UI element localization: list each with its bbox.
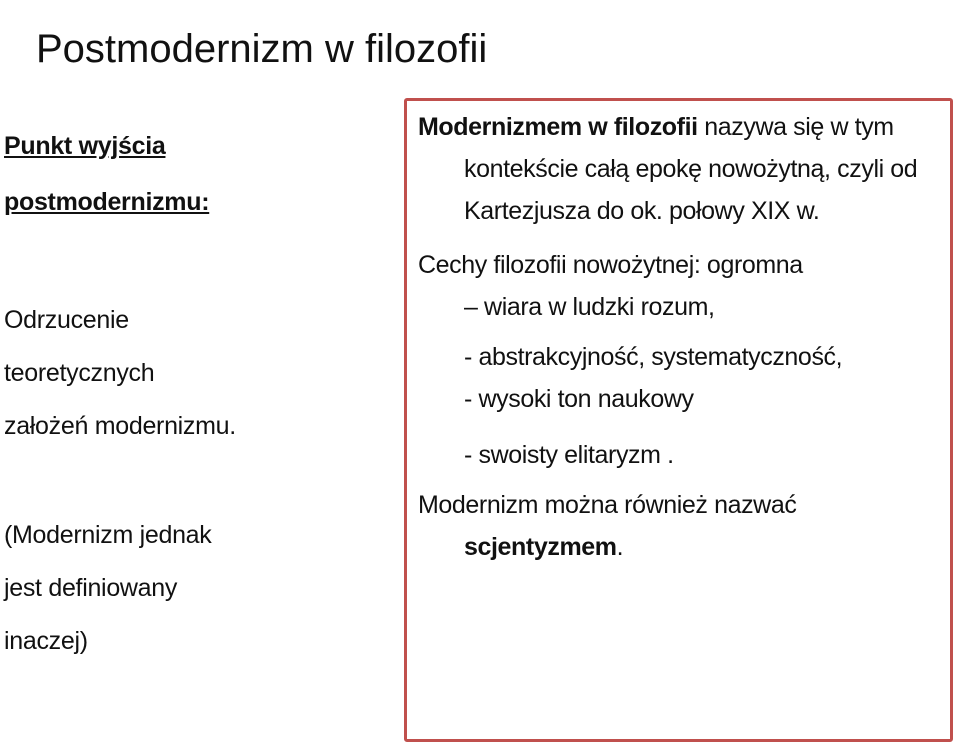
box-paragraph-modernizm: [418, 106, 953, 232]
box-feature-reason: – wiara w ludzki rozum,: [464, 293, 715, 321]
box-paragraph-scjentyzm: [418, 484, 953, 568]
heading-line-2: postmodernizmu:: [4, 188, 210, 216]
left-para1-line2: teoretycznych: [4, 359, 155, 387]
box-feature-tone: - wysoki ton naukowy: [464, 385, 694, 413]
box-feature-elitism: - swoisty elitaryzm .: [464, 441, 674, 469]
box-term-scjentyzmem: scjentyzmem: [464, 533, 617, 561]
left-para2-line3: inaczej): [4, 627, 88, 655]
left-para2-line2: jest definiowany: [4, 574, 178, 602]
left-column: [4, 118, 364, 668]
box-paragraph-scjentyzm-text: Modernizm można również nazwać: [418, 491, 797, 519]
box-term-modernizmem: Modernizmem w filozofii: [418, 113, 698, 141]
box-paragraph-scjentyzm-end: .: [616, 533, 624, 561]
box-feature-abstract: - abstrakcyjność, systematyczność,: [464, 343, 843, 371]
page-title: Postmodernizm w filozofii: [36, 26, 488, 71]
left-para2-line1: (Modernizm jednak: [4, 521, 212, 549]
box-features-intro: Cechy filozofii nowożytnej: ogromna: [418, 251, 803, 279]
left-para1-line3: założeń modernizmu.: [4, 412, 236, 440]
box-paragraph-modernizm-rest: nazywa się w tym kontekście całą epokę nowożytną, czyli od Kartezjusza do ok. połowy XIX w.: [464, 113, 918, 225]
heading-line-1: Punkt wyjścia: [4, 132, 166, 160]
content-box-text: [418, 106, 953, 568]
left-para1-line1: Odrzucenie: [4, 306, 129, 334]
